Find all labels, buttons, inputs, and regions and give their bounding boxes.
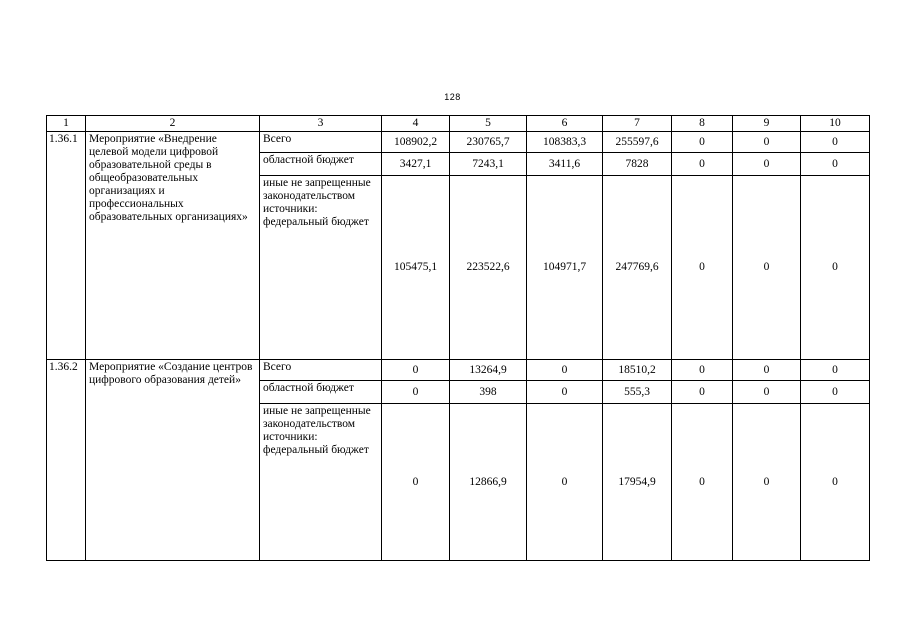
value-cell: 0 <box>672 153 733 176</box>
header-cell: 8 <box>672 116 733 132</box>
value-cell: 0 <box>382 404 450 561</box>
value-cell: 230765,7 <box>450 132 527 153</box>
value-cell: 3411,6 <box>527 153 603 176</box>
value-cell: 0 <box>733 176 801 360</box>
value-cell: 0 <box>382 381 450 404</box>
value-cell: 0 <box>672 360 733 381</box>
table-row <box>47 360 870 381</box>
header-cell: 4 <box>382 116 450 132</box>
value-cell: 255597,6 <box>603 132 672 153</box>
value-cell: 12866,9 <box>450 404 527 561</box>
measure-code: 1.36.2 <box>47 360 86 561</box>
value-cell: 3427,1 <box>382 153 450 176</box>
header-cell: 5 <box>450 116 527 132</box>
value-cell: 0 <box>801 132 870 153</box>
value-cell: 0 <box>733 360 801 381</box>
value-cell: 0 <box>733 404 801 561</box>
value-cell: 0 <box>801 381 870 404</box>
value-cell: 0 <box>733 132 801 153</box>
header-row <box>47 116 870 132</box>
value-cell: 0 <box>672 404 733 561</box>
measure-name: Мероприятие «Внедрение целевой модели цифровой образовательной среды в общеобразовательных организациях и профессиональных образовательных организациях» <box>86 132 260 360</box>
header-cell: 3 <box>260 116 382 132</box>
value-cell: 0 <box>527 381 603 404</box>
value-cell: 17954,9 <box>603 404 672 561</box>
value-cell: 18510,2 <box>603 360 672 381</box>
measure-name: Мероприятие «Создание центров цифрового образования детей» <box>86 360 260 561</box>
funding-source: областной бюджет <box>260 381 382 404</box>
value-cell: 0 <box>801 176 870 360</box>
header-cell: 10 <box>801 116 870 132</box>
funding-source: областной бюджет <box>260 153 382 176</box>
header-cell: 9 <box>733 116 801 132</box>
value-cell: 0 <box>672 176 733 360</box>
budget-table <box>46 115 870 561</box>
value-cell: 223522,6 <box>450 176 527 360</box>
header-cell: 1 <box>47 116 86 132</box>
funding-source: Всего <box>260 360 382 381</box>
value-cell: 0 <box>801 360 870 381</box>
funding-source: иные не запрещенные законодательством источники: федеральный бюджет <box>260 404 382 561</box>
value-cell: 0 <box>527 360 603 381</box>
value-cell: 0 <box>672 132 733 153</box>
value-cell: 0 <box>527 404 603 561</box>
page-number: 128 <box>444 92 461 102</box>
value-cell: 0 <box>733 381 801 404</box>
header-cell: 7 <box>603 116 672 132</box>
value-cell: 0 <box>382 360 450 381</box>
value-cell: 0 <box>801 153 870 176</box>
header-cell: 6 <box>527 116 603 132</box>
table-row <box>47 132 870 153</box>
value-cell: 0 <box>672 381 733 404</box>
value-cell: 247769,6 <box>603 176 672 360</box>
value-cell: 105475,1 <box>382 176 450 360</box>
value-cell: 13264,9 <box>450 360 527 381</box>
value-cell: 555,3 <box>603 381 672 404</box>
value-cell: 7828 <box>603 153 672 176</box>
value-cell: 108383,3 <box>527 132 603 153</box>
funding-source: Всего <box>260 132 382 153</box>
measure-code: 1.36.1 <box>47 132 86 360</box>
value-cell: 398 <box>450 381 527 404</box>
value-cell: 108902,2 <box>382 132 450 153</box>
value-cell: 0 <box>801 404 870 561</box>
value-cell: 7243,1 <box>450 153 527 176</box>
header-cell: 2 <box>86 116 260 132</box>
funding-source: иные не запрещенные законодательством источники: федеральный бюджет <box>260 176 382 360</box>
value-cell: 104971,7 <box>527 176 603 360</box>
value-cell: 0 <box>733 153 801 176</box>
